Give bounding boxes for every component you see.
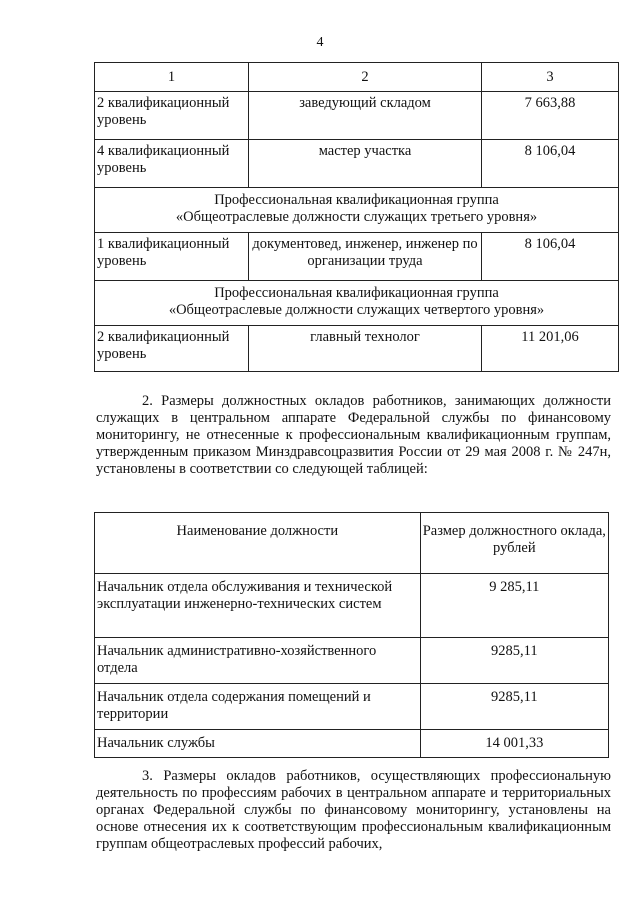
table-row (95, 140, 619, 188)
qualification-level: 4 квалификационный уровень (95, 140, 249, 188)
column-number-2: 2 (249, 63, 482, 92)
column-number-1: 1 (95, 63, 249, 92)
table-row (95, 638, 609, 684)
position-name: Начальник службы (95, 730, 421, 758)
group-heading-line2: «Общеотраслевые должности служащих третьего уровня» (175, 209, 538, 225)
position-name: Начальник отдела содержания помещений и территории (95, 684, 421, 730)
column-number-3: 3 (482, 63, 619, 92)
qualification-level: 1 квалификационный уровень (95, 233, 249, 281)
table-row (95, 326, 619, 372)
table-row (95, 233, 619, 281)
group-heading (95, 281, 619, 326)
paragraph-3 (96, 768, 611, 853)
table-header-row (95, 63, 619, 92)
qualification-level: 2 квалификационный уровень (95, 92, 249, 140)
table-row (95, 92, 619, 140)
salary-value: 7 663,88 (482, 92, 619, 140)
group-heading (95, 188, 619, 233)
position-names: мастер участка (249, 140, 482, 188)
paragraph-text: Размеры окладов работников, осуществляющих профессиональную деятельность по профессиям рабочих в центральном аппарате и территориальных органах Федеральной службы по финансовому мониторингу, установлены на основе отнесения их к соответствующим профессиональным квалификационным группам общеотраслевых профессий рабочих, (96, 768, 611, 852)
salary-value: 8 106,04 (482, 233, 619, 281)
paragraph-number: 3. (142, 768, 153, 784)
position-names: документовед, инженер, инженер по организации труда (249, 233, 482, 281)
group-heading-row (95, 281, 619, 326)
position-names: главный технолог (249, 326, 482, 372)
group-heading-line1: Профессиональная квалификационная группа (214, 192, 499, 208)
salary-table-unassigned-positions (94, 512, 609, 758)
group-heading-row (95, 188, 619, 233)
group-heading-line2: «Общеотраслевые должности служащих четвертого уровня» (168, 302, 545, 318)
header-position-name: Наименование должности (95, 513, 421, 574)
header-salary: Размер должностного оклада, рублей (420, 513, 608, 574)
group-heading-line1: Профессиональная квалификационная группа (214, 285, 499, 301)
paragraph-number: 2. (142, 393, 153, 409)
salary-value: 11 201,06 (482, 326, 619, 372)
position-names: заведующий складом (249, 92, 482, 140)
table-row (95, 574, 609, 638)
paragraph-2 (96, 393, 611, 478)
salary-table-qualification-groups (94, 62, 619, 372)
paragraph-text: Размеры должностных окладов работников, занимающих должности служащих в центральном аппарате Федеральной службы по финансовому мониторингу, не отнесенные к профессиональным квалификационным группам, утвержденным приказом Минздравсоцразвития России от 29 мая 2008 г. № 247н, установлены в соответствии со следующей таблицей: (96, 393, 611, 477)
table-row (95, 730, 609, 758)
qualification-level: 2 квалификационный уровень (95, 326, 249, 372)
table-header-row (95, 513, 609, 574)
salary-value: 8 106,04 (482, 140, 619, 188)
page-number: 4 (316, 35, 324, 50)
position-name: Начальник отдела обслуживания и технической эксплуатации инженерно-технических систем (95, 574, 421, 638)
salary-value: 14 001,33 (420, 730, 608, 758)
table-row (95, 684, 609, 730)
position-name: Начальник административно-хозяйственного отдела (95, 638, 421, 684)
salary-value: 9285,11 (420, 638, 608, 684)
salary-value: 9285,11 (420, 684, 608, 730)
salary-value: 9 285,11 (420, 574, 608, 638)
